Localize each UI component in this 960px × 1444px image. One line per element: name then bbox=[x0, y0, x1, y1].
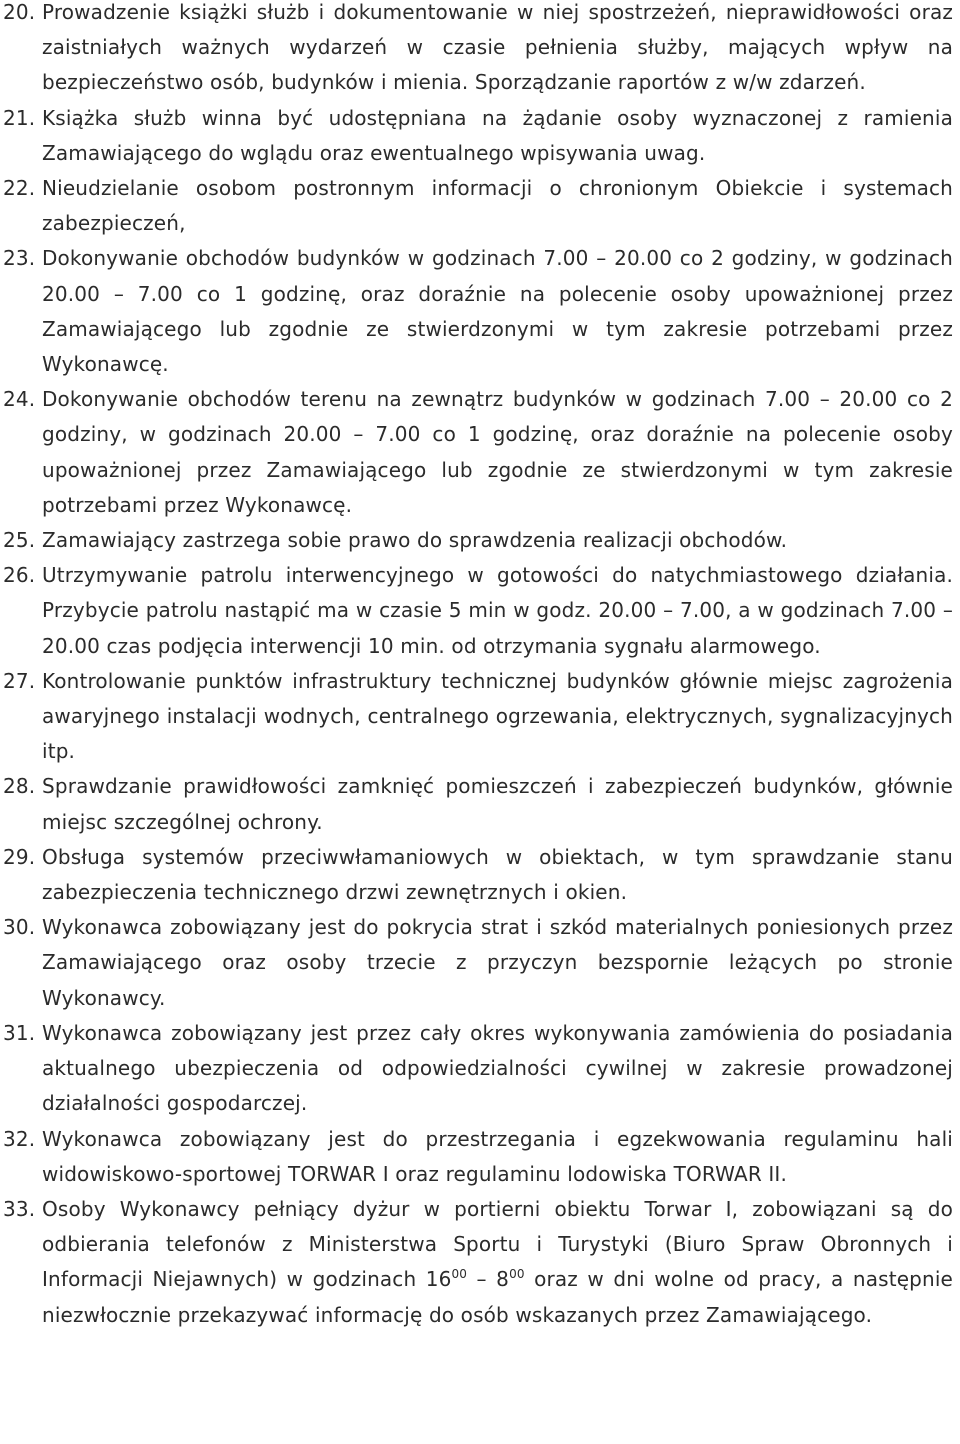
item-number: 23. bbox=[3, 246, 36, 271]
item-text: Utrzymywanie patrolu interwencyjnego w gotowości do natychmiastowego działania. Przybycie patrolu nastąpić ma w czasie 5 min w godz. 20.00 – 7.00, a w godzinach 7.00 – 20.00 czas podjęcia interwencji 10 min. od otrzymania sygnału alarmowego. bbox=[42, 563, 953, 658]
item-text bbox=[42, 1197, 953, 1327]
item-number: 31. bbox=[3, 1020, 36, 1045]
item-text: Wykonawca zobowiązany jest do przestrzegania i egzekwowania regulaminu hali widowiskowo-sportowej TORWAR I oraz regulaminu lodowiska TORWAR II. bbox=[42, 1126, 953, 1186]
item-text: Kontrolowanie punktów infrastruktury technicznej budynków głównie miejsc zagrożenia awaryjnego instalacji wodnych, centralnego ogrzewania, elektrycznych, sygnalizacyjnych itp. bbox=[42, 668, 953, 764]
list-item-22 bbox=[3, 171, 953, 241]
item-text: Zamawiający zastrzega sobie prawo do sprawdzenia realizacji obchodów. bbox=[42, 528, 788, 553]
item-text: Wykonawca zobowiązany jest przez cały okres wykonywania zamówienia do posiadania aktualnego ubezpieczenia od odpowiedzialności cywilnej w zakresie prowadzonej działalności gospodarczej. bbox=[42, 1020, 953, 1116]
item-text-after: oraz w dni wolne od pracy, a następnie niezwłocznie przekazywać informację do osób wskazanych przez Zamawiającego. bbox=[42, 1267, 954, 1327]
list-item-31 bbox=[3, 1016, 953, 1122]
superscript-minutes: 00 bbox=[451, 1267, 468, 1282]
list-item-28 bbox=[3, 769, 953, 839]
list-item-32 bbox=[3, 1122, 953, 1192]
item-number: 28. bbox=[3, 774, 36, 799]
item-text: Dokonywanie obchodów budynków w godzinach 7.00 – 20.00 co 2 godziny, w godzinach 20.00 – 7.00 co 1 godzinę, oraz doraźnie na polecenie osoby upoważnionej przez Zamawiającego lub zgodnie ze stwierdzonymi w tym zakresie potrzebami przez Wykonawcę. bbox=[42, 246, 953, 377]
list-item-26 bbox=[3, 558, 953, 664]
item-text: Obsługa systemów przeciwwłamaniowych w obiektach, w tym sprawdzanie stanu zabezpieczenia technicznego drzwi zewnętrznych i okien. bbox=[42, 844, 953, 905]
requirements-list bbox=[3, 0, 953, 1333]
item-number: 30. bbox=[3, 915, 36, 940]
item-text-before: Osoby Wykonawcy pełniący dyżur w portierni obiektu Torwar I, zobowiązani są do odbierania telefonów z Ministerstwa Sportu i Turystyki (Biuro Spraw Obronnych i Informacji Niejawnych) w godzinach 16 bbox=[42, 1196, 953, 1292]
item-number: 27. bbox=[3, 668, 36, 693]
list-item-21 bbox=[3, 101, 953, 171]
item-text: Książka służb winna być udostępniana na żądanie osoby wyznaczonej z ramienia Zamawiającego do wglądu oraz ewentualnego wpisywania uwag. bbox=[42, 105, 953, 165]
item-number: 21. bbox=[3, 105, 36, 130]
item-number: 22. bbox=[3, 176, 36, 201]
superscript-minutes: 00 bbox=[509, 1267, 525, 1282]
item-text: Wykonawca zobowiązany jest do pokrycia strat i szkód materialnych poniesionych przez Zamawiającego oraz osoby trzecie z przyczyn bezspornie leżących po stronie Wykonawcy. bbox=[42, 915, 953, 1010]
list-item-25 bbox=[3, 523, 953, 558]
item-number: 24. bbox=[3, 387, 36, 412]
item-text-middle: – 8 bbox=[467, 1267, 510, 1292]
item-number: 33. bbox=[3, 1196, 36, 1221]
item-text: Nieudzielanie osobom postronnym informacji o chronionym Obiekcie i systemach zabezpieczeń, bbox=[42, 176, 953, 236]
list-item-23 bbox=[3, 241, 953, 382]
list-item-20 bbox=[3, 0, 953, 101]
item-number: 25. bbox=[3, 528, 36, 553]
item-number: 32. bbox=[3, 1126, 36, 1151]
item-number: 20. bbox=[3, 0, 36, 24]
list-item-30 bbox=[3, 910, 953, 1016]
list-item-24 bbox=[3, 382, 953, 523]
list-item-27 bbox=[3, 664, 953, 770]
item-text: Sprawdzanie prawidłowości zamknięć pomieszczeń i zabezpieczeń budynków, głównie miejsc szczególnej ochrony. bbox=[42, 774, 953, 834]
item-text: Dokonywanie obchodów terenu na zewnątrz budynków w godzinach 7.00 – 20.00 co 2 godziny, w godzinach 20.00 – 7.00 co 1 godzinę, oraz doraźnie na polecenie osoby upoważnionej przez Zamawiającego lub zgodnie ze stwierdzonymi w tym zakresie potrzebami przez Wykonawcę. bbox=[42, 387, 953, 517]
item-number: 29. bbox=[3, 844, 36, 869]
item-text: Prowadzenie książki służb i dokumentowanie w niej spostrzeżeń, nieprawidłowości oraz zaistniałych ważnych wydarzeń w czasie pełnienia służby, mających wpływ na bezpieczeństwo osób, budynków i mienia. Sporządzanie raportów z w/w zdarzeń. bbox=[42, 0, 953, 95]
item-number: 26. bbox=[3, 563, 36, 588]
list-item-33 bbox=[3, 1192, 953, 1333]
list-item-29 bbox=[3, 840, 953, 910]
